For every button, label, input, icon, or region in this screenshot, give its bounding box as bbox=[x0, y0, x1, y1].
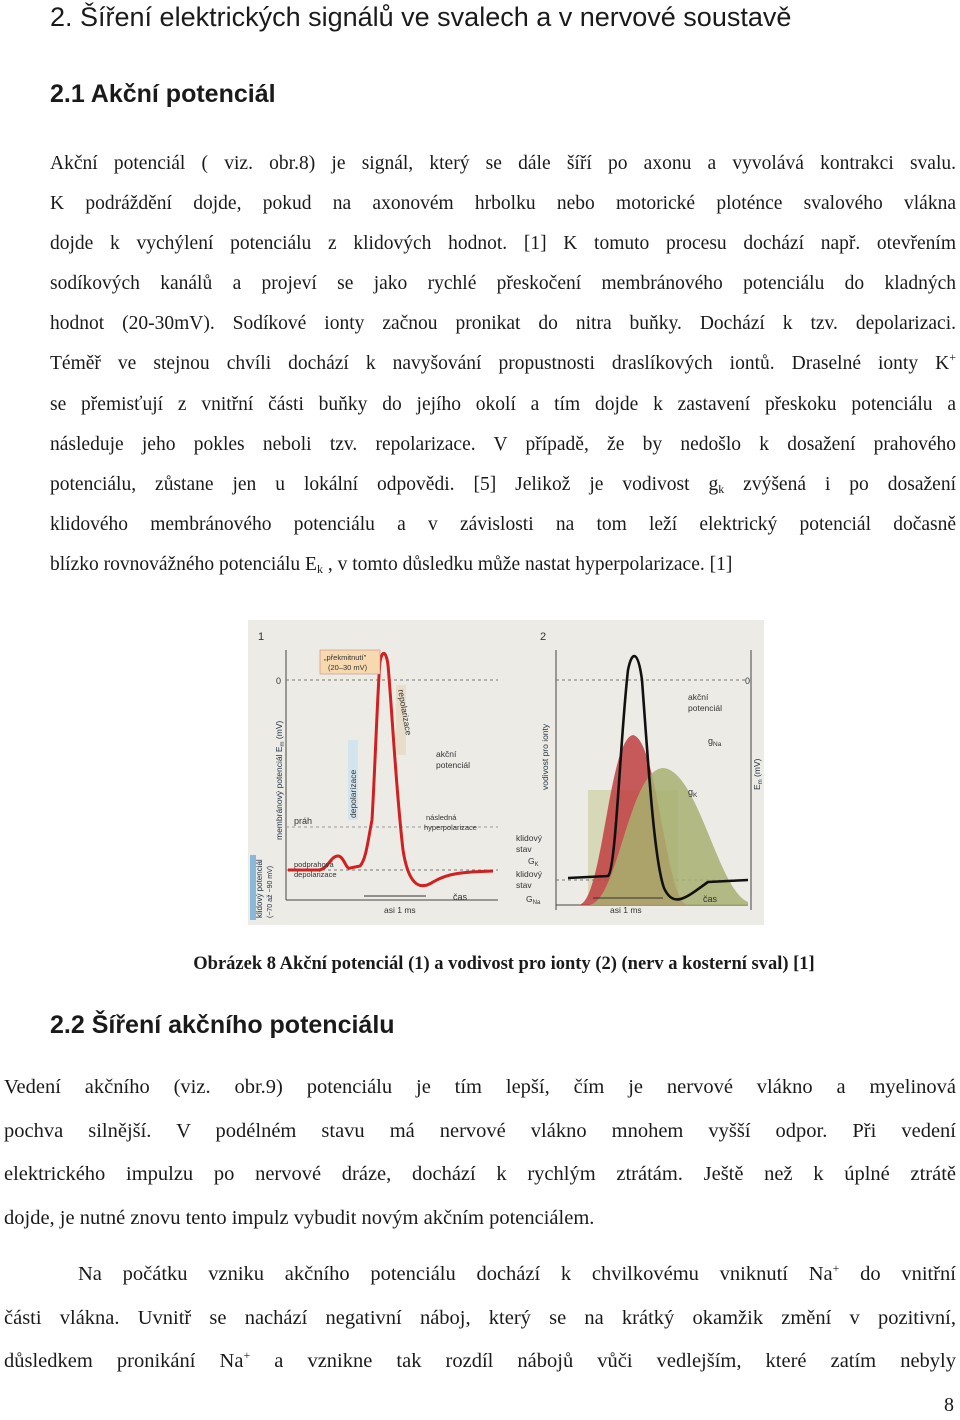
page-number: 8 bbox=[944, 1394, 954, 1416]
svg-text:0: 0 bbox=[745, 676, 751, 686]
svg-text:klidový: klidový bbox=[516, 869, 542, 879]
svg-text:repolarizace: repolarizace bbox=[396, 688, 414, 736]
paragraph-sodium-entry bbox=[4, 1253, 956, 1384]
svg-text:čas: čas bbox=[453, 892, 468, 902]
svg-text:klidový potenciál: klidový potenciál bbox=[255, 859, 264, 918]
svg-text:„překmitnutí": „překmitnutí" bbox=[324, 653, 367, 662]
text-line: potenciálu, zůstane jen u lokální odpovědi. [5] Jelikož je vodivost $g_k$ zvýšená i po dosažení bbox=[50, 473, 956, 496]
svg-text:(−70 až −90 mV): (−70 až −90 mV) bbox=[267, 865, 274, 918]
svg-text:asi 1 ms: asi 1 ms bbox=[384, 905, 416, 915]
figure-illustration bbox=[248, 620, 764, 925]
svg-text:gK: $g_K$ bbox=[688, 787, 698, 799]
svg-text:akční: akční bbox=[688, 692, 709, 702]
paragraph-action-potential bbox=[50, 144, 956, 585]
text-line: Téměř ve stejnou chvíli dochází k navyšování propustnosti draslíkových iontů. Draselné ionty K+ bbox=[50, 350, 956, 375]
text-line: pochva silnější. V podélném stavu má nervové vlákno mnohem vyšší odpor. Při vedení bbox=[4, 1119, 956, 1142]
svg-text:potenciál: potenciál bbox=[688, 703, 723, 713]
svg-text:čas: čas bbox=[703, 894, 718, 904]
text-line: hodnot (20-30mV). Sodíkové ionty začnou pronikat do nitra buňky. Dochází k tzv. depolarizaci. bbox=[50, 313, 956, 335]
svg-text:akční: akční bbox=[436, 749, 457, 759]
text-line: klidového membránového potenciálu a v závislosti na tom leží elektrický potenciál dočasně bbox=[50, 513, 956, 535]
text-line: části vlákna. Uvnitř se nachází negativní náboj, který se na krátký okamžik změní v pozitivní, bbox=[4, 1306, 956, 1329]
text-line: dojde k vychýlení potenciálu z klidových hodnot. [1] K tomuto procesu dochází např. otevřením bbox=[50, 233, 956, 255]
svg-text:depolarizace: depolarizace bbox=[294, 870, 337, 879]
text-line: dojde, je nutné znovu tento impulz vybudit novým akčním potenciálem. bbox=[4, 1206, 595, 1229]
svg-text:práh: práh bbox=[294, 816, 313, 826]
text-line: následuje jeho pokles neboli tzv. repolarizace. V případě, že by nedošlo k dosažení prahového bbox=[50, 433, 956, 455]
svg-text:hyperpolarizace: hyperpolarizace bbox=[424, 823, 477, 832]
text-line: K podráždění dojde, pokud na axonovém hrbolku nebo motorické ploténce svalového vlákna bbox=[50, 193, 956, 215]
svg-text:následná: následná bbox=[426, 813, 457, 822]
svg-text:(20–30 mV): (20–30 mV) bbox=[328, 663, 368, 672]
svg-text:Em (mV): $E_m$ (mV) bbox=[752, 758, 764, 790]
text-line: důsledkem pronikání Na+ a vznikne tak rozdíl nábojů vůči vedlejším, které zatím nebyly bbox=[4, 1348, 956, 1372]
figure-action-potential bbox=[248, 620, 764, 925]
figure-caption: Obrázek 8 Akční potenciál (1) a vodivost pro ionty (2) (nerv a kosterní sval) [1] bbox=[193, 954, 815, 974]
text-line: Na počátku vzniku akčního potenciálu dochází k chvilkovému vniknutí Na+ do vnitřní bbox=[78, 1261, 956, 1285]
svg-text:podprahová: podprahová bbox=[294, 860, 334, 869]
text-line: elektrického impulzu po nervové dráze, dochází k rychlým ztrátám. Ještě než k úplné ztrátě bbox=[4, 1163, 956, 1185]
svg-text:asi 1 ms: asi 1 ms bbox=[610, 905, 642, 915]
text-line: Akční potenciál ( viz. obr.8) je signál, který se dále šíří po axonu a vyvolává kontrakci svalu. bbox=[50, 153, 956, 174]
chapter-heading: 2. Šíření elektrických signálů ve svalech a v nervové soustavě bbox=[50, 2, 792, 32]
section-heading-2-2: 2.2 Šíření akčního potenciálu bbox=[50, 1011, 395, 1039]
svg-text:depolarizace: depolarizace bbox=[348, 769, 358, 818]
svg-text:stav: stav bbox=[516, 844, 532, 854]
text-line: sodíkových kanálů a projeví se jako rychlé přeskočení membránového potenciálu do kladných bbox=[50, 273, 956, 295]
svg-text:vodivost pro ionty: vodivost pro ionty bbox=[540, 723, 550, 790]
svg-text:GK: $G_K$ bbox=[528, 856, 539, 868]
svg-text:gNa: $g_{Na}$ bbox=[708, 736, 722, 748]
text-line: se přemisťují z vnitřní části buňky do jejího okolí a tím dojde k zastavení přeskoku potenciálu a bbox=[50, 393, 956, 415]
text-line: Vedení akčního (viz. obr.9) potenciálu je tím lepší, čím je nervové vlákno a myelinová bbox=[4, 1076, 956, 1098]
text-line: blízko rovnovážného potenciálu $E_k$ , v tomto důsledku může nastat hyperpolarizace. [1] bbox=[50, 553, 733, 576]
svg-text:GNa: $G_{Na}$ bbox=[526, 894, 541, 906]
svg-text:potenciál: potenciál bbox=[436, 760, 471, 770]
svg-text:klidový: klidový bbox=[516, 833, 542, 843]
svg-text:0: 0 bbox=[276, 676, 282, 686]
svg-text:2: 2 bbox=[540, 631, 547, 643]
svg-text:1: 1 bbox=[258, 631, 265, 643]
svg-text:membránový potenciál Em (mV): membránový potenciál $E_m$ (mV) bbox=[274, 720, 286, 840]
section-heading-2-1: 2.1 Akční potenciál bbox=[50, 80, 276, 108]
paragraph-propagation bbox=[4, 1066, 956, 1240]
svg-text:stav: stav bbox=[516, 880, 532, 890]
